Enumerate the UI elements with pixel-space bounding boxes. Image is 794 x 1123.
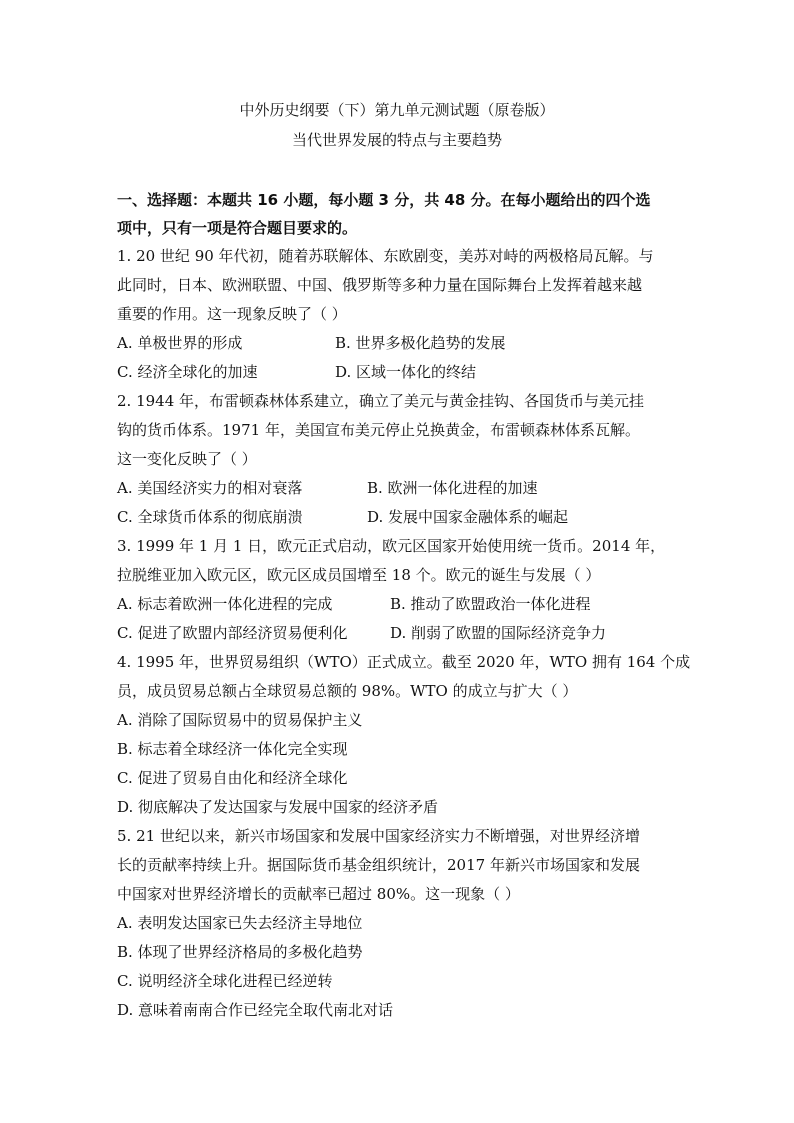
option-row	[117, 590, 687, 619]
option-a[interactable]: A. 美国经济实力的相对衰落	[117, 479, 303, 497]
question-3	[117, 532, 687, 648]
option-c[interactable]: C. 说明经济全球化进程已经逆转	[117, 972, 333, 990]
option-d[interactable]: D. 发展中国家金融体系的崛起	[367, 508, 569, 526]
option-c[interactable]: C. 促进了欧盟内部经济贸易便利化	[117, 624, 348, 642]
question-stem-line: 中国家对世界经济增长的贡献率已超过 80%。这一现象（ ）	[117, 885, 520, 903]
option-c[interactable]: C. 促进了贸易自由化和经济全球化	[117, 769, 348, 787]
question-stem-line: 5. 21 世纪以来，新兴市场国家和发展中国家经济实力不断增强，对世界经济增	[117, 827, 640, 845]
option-a[interactable]: A. 消除了国际贸易中的贸易保护主义	[117, 711, 363, 729]
option-b[interactable]: B. 世界多极化趋势的发展	[335, 334, 506, 352]
question-stem-line: 3. 1999 年 1 月 1 日，欧元正式启动，欧元区国家开始使用统一货币。2014 年，	[117, 537, 666, 555]
option-d[interactable]: D. 意味着南南合作已经完全取代南北对话	[117, 1001, 394, 1019]
option-c[interactable]: C. 经济全球化的加速	[117, 363, 258, 381]
question-stem-line: 此同时，日本、欧洲联盟、中国、俄罗斯等多种力量在国际舞台上发挥着越来越	[117, 276, 643, 294]
question-1	[117, 242, 687, 387]
question-stem-line: 拉脱维亚加入欧元区，欧元区成员国增至 18 个。欧元的诞生与发展（ ）	[117, 566, 601, 584]
option-b[interactable]: B. 推动了欧盟政治一体化进程	[390, 595, 591, 613]
document-title: 中外历史纲要（下）第九单元测试题（原卷版）	[239, 101, 555, 119]
question-2	[117, 387, 687, 532]
question-stem-line: 钩的货币体系。1971 年，美国宣布美元停止兑换黄金，布雷顿森林体系瓦解。	[117, 421, 640, 439]
option-d[interactable]: D. 彻底解决了发达国家与发展中国家的经济矛盾	[117, 798, 439, 816]
option-a[interactable]: A. 表明发达国家已失去经济主导地位	[117, 914, 363, 932]
question-stem-line: 长的贡献率持续上升。据国际货币基金组织统计，2017 年新兴市场国家和发展	[117, 856, 640, 874]
option-d[interactable]: D. 区域一体化的终结	[335, 363, 477, 381]
question-5	[117, 822, 687, 1025]
question-stem-line: 这一变化反映了（ ）	[117, 450, 257, 468]
option-b[interactable]: B. 体现了世界经济格局的多极化趋势	[117, 943, 363, 961]
section-heading	[117, 186, 687, 242]
option-row	[117, 474, 687, 503]
question-stem-line: 4. 1995 年，世界贸易组织（WTO）正式成立。截至 2020 年，WTO 拥有 164 个成	[117, 653, 691, 671]
question-stem-line: 员，成员贸易总额占全球贸易总额的 98%。WTO 的成立与扩大（ ）	[117, 682, 578, 700]
option-b[interactable]: B. 欧洲一体化进程的加速	[367, 479, 538, 497]
section-heading-line: 一、选择题：本题共 16 小题，每小题 3 分，共 48 分。在每小题给出的四个选	[117, 191, 651, 209]
option-row	[117, 503, 687, 532]
question-section	[117, 186, 691, 1025]
option-row	[117, 619, 687, 648]
option-c[interactable]: C. 全球货币体系的彻底崩溃	[117, 508, 303, 526]
document-subtitle: 当代世界发展的特点与主要趋势	[291, 131, 502, 149]
option-row	[117, 358, 687, 387]
option-row	[117, 329, 687, 358]
option-d[interactable]: D. 削弱了欧盟的国际经济竞争力	[390, 624, 607, 642]
question-stem-line: 2. 1944 年，布雷顿森林体系建立，确立了美元与黄金挂钩、各国货币与美元挂	[117, 392, 645, 410]
section-heading-line: 项中，只有一项是符合题目要求的。	[117, 219, 358, 237]
question-stem-line: 重要的作用。这一现象反映了（ ）	[117, 305, 347, 323]
question-4	[117, 648, 691, 822]
option-a[interactable]: A. 单极世界的形成	[117, 334, 243, 352]
option-a[interactable]: A. 标志着欧洲一体化进程的完成	[117, 595, 333, 613]
question-stem-line: 1. 20 世纪 90 年代初，随着苏联解体、东欧剧变，美苏对峙的两极格局瓦解。与	[117, 247, 654, 265]
option-b[interactable]: B. 标志着全球经济一体化完全实现	[117, 740, 348, 758]
